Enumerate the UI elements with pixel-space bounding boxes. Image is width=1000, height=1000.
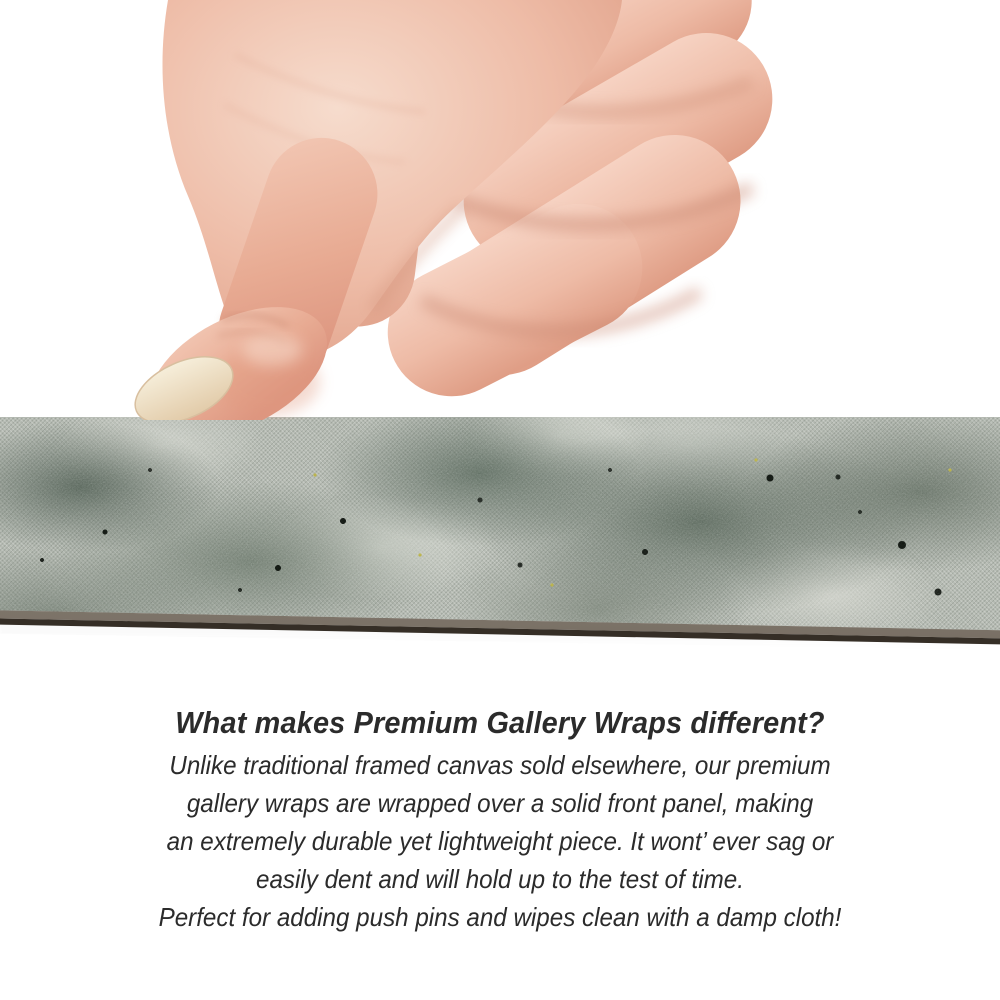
body-line-2: gallery wraps are wrapped over a solid front panel, making — [186, 788, 814, 818]
body-line-1: Unlike traditional framed canvas sold elsewhere, our premium — [169, 750, 831, 780]
body-line-3: an extremely durable yet lightweight piece. It wont’ ever sag or — [166, 826, 834, 856]
headline: What makes Premium Gallery Wraps different? — [175, 705, 825, 740]
canvas-edge-strip — [0, 417, 1000, 650]
body-line-5: Perfect for adding push pins and wipes clean with a damp cloth! — [158, 902, 842, 932]
body-line-4: easily dent and will hold up to the test of time. — [256, 864, 744, 894]
info-text-block — [35, 700, 965, 936]
hand-pressing-thumb-illustration — [0, 0, 1000, 420]
